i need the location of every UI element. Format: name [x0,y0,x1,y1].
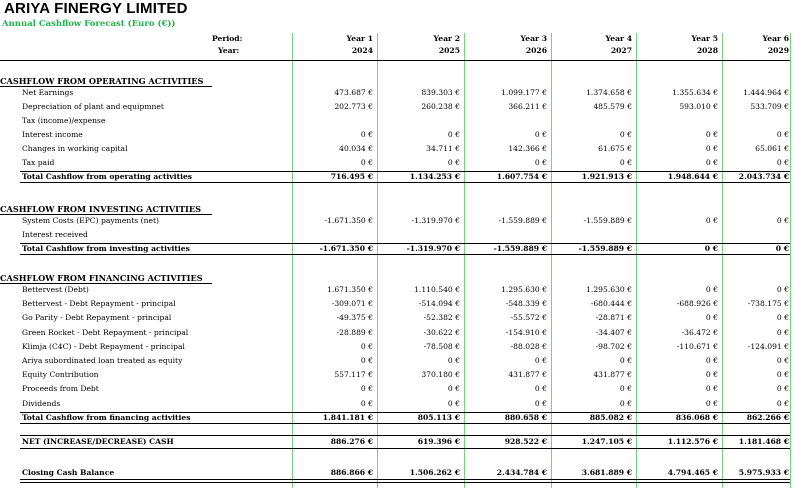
row-value: -514.094 € [418,299,460,309]
row-value: 0 € [619,158,632,167]
row-label: Bettervest (Debt) [22,285,89,294]
row-value: 1.099.177 € [501,88,547,97]
year-label: Year: [218,46,240,55]
rule-line [20,182,790,183]
row-value: 593.010 € [679,102,718,111]
row-value: -1.559.889 € [583,216,632,225]
rule-line [20,479,790,483]
row-value: 0 € [705,384,718,394]
row-value: -738.175 € [747,299,789,309]
total-value: 2.043.734 € [738,172,789,181]
row-value: 0 € [776,327,789,337]
year-header: 2028 [696,46,718,55]
total-value: 1.948.644 € [667,172,718,181]
total-label: Total Cashflow from investing activities [22,244,190,253]
row-value: 0 € [776,130,789,139]
total-value: 880.658 € [504,412,547,422]
row-value: -34.407 € [595,327,632,337]
total-value: 885.082 € [589,412,632,422]
closing-balance-value: 886.866 € [330,468,373,477]
row-label: Bettervest - Debt Repayment - principal [22,299,176,309]
row-value: 0 € [360,158,373,167]
row-value: -52.382 € [423,313,460,323]
period-header: Year 6 [762,34,789,43]
row-value: 0 € [534,398,547,408]
row-label: Depreciation of plant and equipmnet [22,102,164,111]
total-value: 1.134.253 € [409,172,460,181]
total-value: -1.559.889 € [578,244,632,253]
row-value: 0 € [705,144,718,153]
total-value: -1.319.970 € [406,244,460,253]
row-label: Changes in working capital [22,144,128,153]
total-value: 716.495 € [330,172,373,181]
year-header: 2027 [610,46,632,55]
row-value: -78.508 € [423,341,460,351]
row-value: 0 € [776,216,789,225]
rule-line [0,214,212,215]
column-gridline [790,33,791,488]
row-value: 370.180 € [421,370,460,380]
cashflow-table [0,33,793,488]
closing-balance-value: 1.506.262 € [409,468,460,477]
total-value: 862.266 € [746,412,789,422]
period-label: Period: [212,34,243,43]
period-header: Year 4 [605,34,632,43]
row-value: -98.702 € [595,341,632,351]
row-value: -49.375 € [336,313,373,323]
rule-line [0,60,790,61]
period-header: Year 2 [433,34,460,43]
row-value: 202.773 € [334,102,373,111]
row-value: -110.671 € [676,341,718,351]
row-label: Dividends [22,398,61,408]
row-value: -28.871 € [595,313,632,323]
row-value: -309.071 € [331,299,373,309]
year-header: 2025 [438,46,460,55]
year-header: 2029 [767,46,789,55]
row-value: 142.366 € [508,144,547,153]
row-value: -688.926 € [676,299,718,309]
report-subtitle: Annual Cashflow Forecast (Euro (€)) [2,19,176,29]
rule-line [20,448,790,449]
row-value: 61.675 € [598,144,632,153]
row-value: 0 € [534,130,547,139]
period-header: Year 1 [346,34,373,43]
row-value: 1.374.658 € [586,88,632,97]
row-value: -548.339 € [505,299,547,309]
row-value: 0 € [705,398,718,408]
total-value: -1.671.350 € [319,244,373,253]
row-value: 0 € [360,341,373,351]
row-value: 0 € [776,370,789,380]
column-gridline [464,33,465,488]
row-value: 0 € [447,130,460,139]
row-value: 0 € [776,356,789,365]
row-value: 0 € [360,384,373,394]
total-value: 836.068 € [675,412,718,422]
row-label: Go Parity - Debt Repayment - principal [22,313,172,323]
year-header: 2026 [525,46,547,55]
row-label: Interest income [22,130,83,139]
row-value: 0 € [776,313,789,323]
column-gridline [377,33,378,488]
row-value: 34.711 € [426,144,460,153]
period-header: Year 5 [691,34,718,43]
row-value: 0 € [619,398,632,408]
row-value: 485.579 € [593,102,632,111]
row-value: -88.028 € [510,341,547,351]
total-value: -1.559.889 € [493,244,547,253]
row-value: 0 € [534,158,547,167]
row-value: 0 € [447,356,460,365]
row-value: 0 € [776,158,789,167]
rule-line [20,435,790,436]
closing-balance-value: 3.681.889 € [581,468,632,477]
row-label: Green Rocket - Debt Repayment - principal [22,327,189,337]
row-value: 0 € [360,356,373,365]
row-label: Equity Contribution [22,370,99,380]
row-value: -28.889 € [336,327,373,337]
row-label: Ariya subordinated loan treated as equity [22,356,183,365]
row-value: 0 € [705,130,718,139]
row-label: System Costs (EPC) payments (net) [22,216,159,225]
row-value: 839.303 € [421,88,460,97]
row-value: 0 € [619,384,632,394]
row-value: 431.877 € [593,370,632,380]
row-label: Interest received [22,230,88,239]
row-value: -55.572 € [510,313,547,323]
closing-balance-value: 5.975.933 € [738,468,789,477]
row-value: 1.355.634 € [672,88,718,97]
rule-line [20,254,790,255]
row-label: Klimja (C4C) - Debt Repayment - principal [22,341,185,351]
row-value: 1.295.630 € [501,285,547,294]
section-header: CASHFLOW FROM FINANCING ACTIVITIES [0,273,203,283]
rule-line [0,283,212,284]
total-value: 0 € [704,244,718,253]
row-value: 1.671.350 € [327,285,373,294]
row-value: -1.559.889 € [498,216,547,225]
company-title: ARIYA FINERGY LIMITED [4,0,188,17]
row-value: -30.622 € [423,327,460,337]
row-value: 557.117 € [334,370,373,380]
row-value: 1.110.540 € [414,285,460,294]
row-value: 0 € [705,216,718,225]
row-value: 366.211 € [508,102,547,111]
total-value: 1.607.754 € [496,172,547,181]
row-value: 0 € [534,384,547,394]
row-value: -124.091 € [747,341,789,351]
row-value: 40.034 € [339,144,373,153]
row-value: 0 € [619,356,632,365]
row-value: 0 € [619,130,632,139]
rule-line [20,423,790,424]
row-value: 0 € [447,384,460,394]
section-header: CASHFLOW FROM OPERATING ACTIVITIES [0,76,204,86]
net-change-value: 1.181.468 € [738,437,789,446]
row-value: 431.877 € [508,370,547,380]
section-header: CASHFLOW FROM INVESTING ACTIVITIES [0,204,202,214]
total-value: 1.841.181 € [322,412,373,422]
row-value: -1.671.350 € [324,216,373,225]
row-value: 0 € [776,384,789,394]
row-value: 473.687 € [334,88,373,97]
row-label: Net Earnings [22,88,74,97]
total-value: 1.921.913 € [581,172,632,181]
row-label: Proceeds from Debt [22,384,99,394]
row-value: 0 € [705,356,718,365]
closing-balance-value: 4.794.465 € [667,468,718,477]
row-value: 0 € [534,356,547,365]
net-change-value: 886.276 € [330,437,373,446]
total-value: 0 € [775,244,789,253]
row-value: 0 € [705,370,718,380]
row-value: -154.910 € [505,327,547,337]
row-value: -36.472 € [681,327,718,337]
row-value: 1.444.964 € [743,88,789,97]
row-value: 0 € [776,285,789,294]
net-change-value: 1.112.576 € [667,437,718,446]
total-value: 805.113 € [417,412,460,422]
row-value: 1.295.630 € [586,285,632,294]
year-header: 2024 [351,46,373,55]
row-label: Tax paid [22,158,55,167]
row-label: Tax (income)/expense [22,116,106,125]
closing-balance-label: Closing Cash Balance [22,468,115,477]
net-change-value: 1.247.105 € [581,437,632,446]
column-gridline [636,33,637,488]
row-value: 0 € [447,158,460,167]
row-value: 0 € [360,398,373,408]
row-value: 0 € [705,313,718,323]
net-change-value: 619.396 € [417,437,460,446]
row-value: 0 € [705,285,718,294]
row-value: 0 € [705,158,718,167]
total-label: Total Cashflow from operating activities [22,172,193,181]
row-value: -680.444 € [590,299,632,309]
row-value: -1.319.970 € [411,216,460,225]
row-value: 65.061 € [755,144,789,153]
row-value: 0 € [447,398,460,408]
net-change-value: 928.522 € [504,437,547,446]
row-value: 0 € [360,130,373,139]
rule-line [0,86,212,87]
period-header: Year 3 [520,34,547,43]
row-value: 533.709 € [750,102,789,111]
total-label: Total Cashflow from financing activities [22,412,191,422]
net-change-label: NET (INCREASE/DECREASE) CASH [22,437,174,446]
row-value: 260.238 € [421,102,460,111]
closing-balance-value: 2.434.784 € [496,468,547,477]
row-value: 0 € [776,398,789,408]
